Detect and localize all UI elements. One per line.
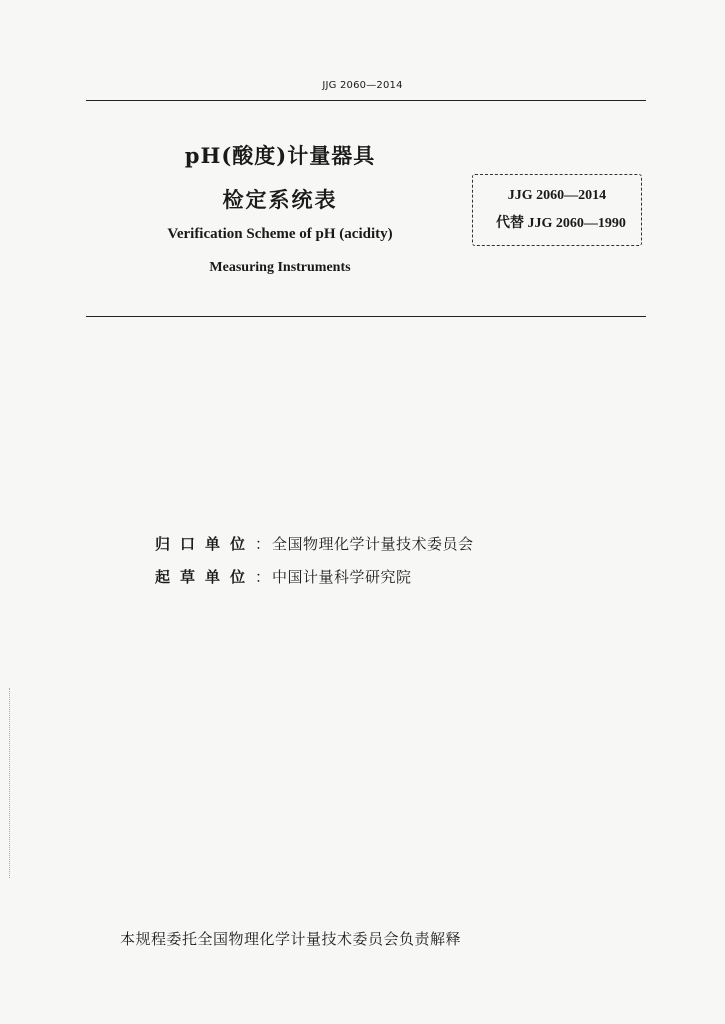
responsible-organization-row xyxy=(155,533,635,554)
drafting-organization-row xyxy=(155,566,635,587)
scan-edge-mark xyxy=(9,688,10,878)
responsible-organization-colon: ： xyxy=(255,535,271,553)
drafting-organization-label: 起草单位 xyxy=(155,568,256,586)
replaced-standard: 代替 JJG 2060—1990 xyxy=(496,216,626,231)
interpretation-note: 本规程委托全国物理化学计量技术委员会负责解释 xyxy=(120,930,462,948)
drafting-organization-value: 中国计量科学研究院 xyxy=(272,568,412,586)
responsible-organization-value: 全国物理化学计量技术委员会 xyxy=(272,535,474,553)
bottom-rule xyxy=(86,316,646,317)
title-chinese-line-2: 检定系统表 xyxy=(222,187,338,212)
standard-number: JJG 2060—2014 xyxy=(507,188,607,203)
responsible-organization-label: 归口单位 xyxy=(155,535,256,553)
header-standard-code: JJG 2060—2014 xyxy=(322,80,403,91)
standard-number-box xyxy=(472,174,642,246)
title-chinese-line-1: pH(酸度)计量器具 xyxy=(184,143,376,168)
title-english-line-1: Verification Scheme of pH (acidity) xyxy=(167,226,393,242)
title-english-line-2: Measuring Instruments xyxy=(209,260,351,275)
top-rule xyxy=(86,100,646,101)
drafting-organization-colon: ： xyxy=(255,568,271,586)
